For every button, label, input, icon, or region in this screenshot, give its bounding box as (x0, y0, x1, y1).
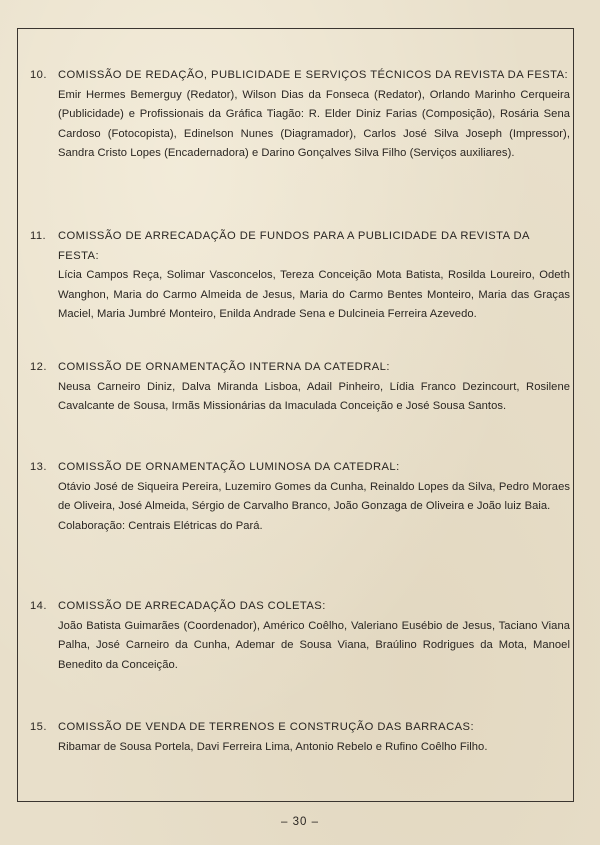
section-title: COMISSÃO DE ORNAMENTAÇÃO LUMINOSA DA CATEDRAL: (58, 461, 400, 473)
section-members: Ribamar de Sousa Portela, Davi Ferreira Lima, Antonio Rebelo e Rufino Coêlho Filho. (58, 740, 488, 753)
section-heading (30, 718, 570, 738)
section-title: COMISSÃO DE ORNAMENTAÇÃO INTERNA DA CATEDRAL: (58, 361, 390, 373)
section-body (58, 378, 570, 417)
section-number: 10. (30, 69, 47, 81)
section-members: Emir Hermes Bemerguy (Redator), Wilson Dias da Fonseca (Redator), Orlando Marinho Cerqueira (Publicidade) e Profissionais da Gráfica Tiagão: R. Elder Diniz Farias (Composição), Rosária Sena Cardoso (Fotocopista), Edinelson Nunes (Diagramador), Carlos José Silva Joseph (Impressor), Sandra Cristo Lopes (Encadernadora) e Darino Gonçalves Silva Filho (Serviços auxiliares). (58, 88, 570, 160)
section-14 (30, 597, 570, 675)
section-11 (30, 227, 570, 325)
section-13 (30, 458, 570, 536)
section-heading (30, 458, 570, 478)
section-collaboration: Colaboração: Centrais Elétricas do Pará. (58, 519, 263, 532)
section-title: COMISSÃO DE REDAÇÃO, PUBLICIDADE E SERVIÇOS TÉCNICOS DA REVISTA DA FESTA: (58, 69, 569, 81)
section-body (58, 478, 570, 537)
section-number: 11. (30, 230, 47, 242)
section-members: João Batista Guimarães (Coordenador), Américo Coêlho, Valeriano Eusébio de Jesus, Taciano Viana Palha, José Carneiro da Cunha, Ademar de Sousa Viana, Braúlino Rodrigues da Mota, Manoel Benedito da Conceição. (58, 619, 570, 671)
section-body (58, 266, 570, 325)
section-body (58, 617, 570, 676)
section-heading (30, 597, 570, 617)
section-body (58, 738, 570, 758)
section-title: COMISSÃO DE VENDA DE TERRENOS E CONSTRUÇÃO DAS BARRACAS: (58, 721, 475, 733)
section-10 (30, 66, 570, 164)
page-number: – 30 – (281, 816, 319, 828)
section-members: Neusa Carneiro Diniz, Dalva Miranda Lisboa, Adail Pinheiro, Lídia Franco Dezincourt, Rosilene Cavalcante de Sousa, Irmãs Missionárias da Imaculada Conceição e José Sousa Santos. (58, 380, 570, 413)
section-15 (30, 718, 570, 757)
section-number: 14. (30, 600, 47, 612)
section-title: COMISSÃO DE ARRECADAÇÃO DAS COLETAS: (58, 600, 326, 612)
section-title: COMISSÃO DE ARRECADAÇÃO DE FUNDOS PARA A PUBLICIDADE DA REVISTA DA FESTA: (58, 230, 530, 262)
section-heading (30, 358, 570, 378)
section-number: 13. (30, 461, 47, 473)
section-heading (30, 66, 570, 86)
section-number: 12. (30, 361, 47, 373)
section-body (58, 86, 570, 164)
section-heading (30, 227, 570, 266)
section-members: Lícia Campos Reça, Solimar Vasconcelos, Tereza Conceição Mota Batista, Rosilda Loureiro, Odeth Wanghon, Maria do Carmo Almeida de Jesus, Maria do Carmo Bentes Monteiro, Maria das Graças Maciel, Maria Jumbré Monteiro, Enilda Andrade Sena e Dulcineia Ferreira Azevedo. (58, 269, 570, 321)
section-12 (30, 358, 570, 417)
section-members: Otávio José de Siqueira Pereira, Luzemiro Gomes da Cunha, Reinaldo Lopes da Silva, Pedro Moraes de Oliveira, José Almeida, Sérgio de Carvalho Branco, João Gonzaga de Oliveira e João luiz Baia. (58, 480, 570, 513)
section-number: 15. (30, 721, 47, 733)
